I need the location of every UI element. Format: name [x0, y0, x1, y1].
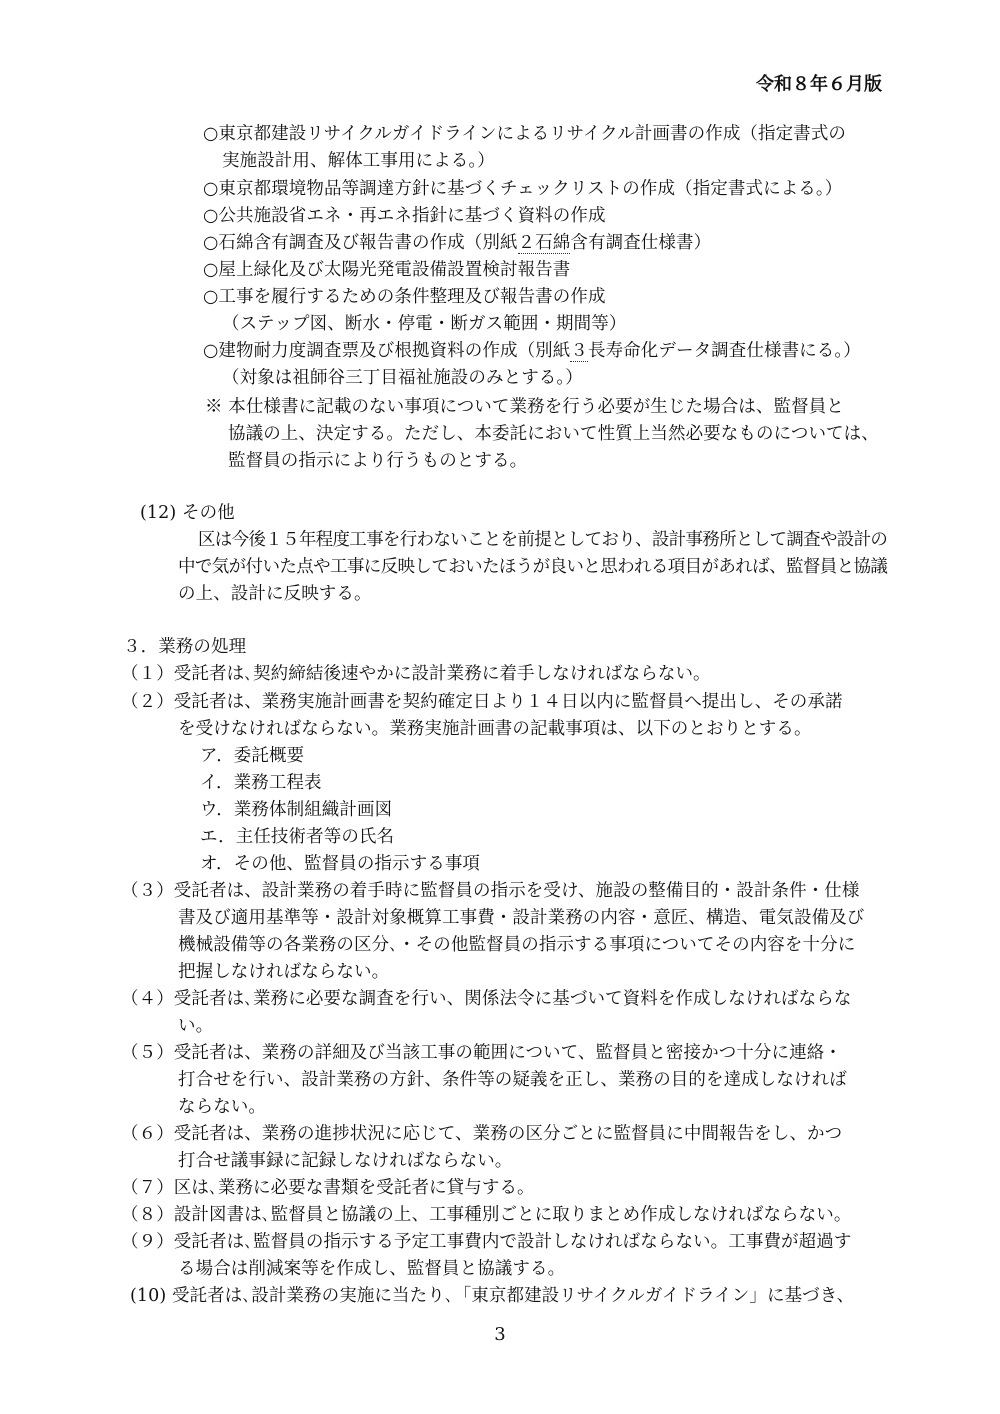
- durability-ref: ３: [570, 341, 588, 361]
- list-item: （８）設計図書は､監督員と協議の上、工事種別ごとに取りまとめ作成しなければならない。: [121, 1205, 852, 1225]
- list-item: （１）受託者は､契約締結後速やかに設計業務に着手しなければならない。: [121, 664, 711, 684]
- deliverable-recycle-plan: ○東京都建設リサイクルガイドラインによるリサイクル計画書の作成（指定書式の: [203, 124, 847, 144]
- other-paragraph-line: の上、設計に反映する。: [178, 584, 372, 604]
- list-item-cont: い。: [178, 1016, 214, 1036]
- sub-item: ア．委託概要: [200, 746, 305, 766]
- edition-label: 令和８年６月版: [756, 74, 882, 95]
- sub-item: オ．その他、監督員の指示する事項: [200, 854, 481, 874]
- deliverable-conditions-detail: （ステップ図、断水・停電・断ガス範囲・期間等）: [222, 314, 627, 334]
- list-item: （４）受託者は､業務に必要な調査を行い、関係法令に基づいて資料を作成しなければならな: [121, 989, 852, 1009]
- sub-item: イ．業務工程表: [200, 773, 322, 793]
- sub-item: エ．主任技術者等の氏名: [200, 827, 395, 847]
- list-item-cont: 書及び適用基準等・設計対象概算工事費・設計業務の内容・意匠、構造、電気設備及び: [178, 908, 865, 928]
- list-item-cont: ならない。: [178, 1097, 266, 1117]
- deliverable-asbestos-report: [203, 230, 711, 256]
- deliverable-conditions-report: ○工事を履行するための条件整理及び報告書の作成: [203, 287, 606, 307]
- page-number: 3: [494, 1324, 506, 1345]
- list-item-cont: る場合は削減案等を作成し、監督員と協議する。: [178, 1259, 566, 1279]
- durability-suffix: 長寿命化データ調査仕様書にる。）: [587, 341, 861, 361]
- asbestos-suffix: 含有調査仕様書）: [570, 233, 712, 253]
- list-item: （３）受託者は、設計業務の着手時に監督員の指示を受け、施設の整備目的・設計条件・仕様: [121, 881, 860, 901]
- list-item: （５）受託者は、業務の詳細及び当該工事の範囲について、監督員と密接かつ十分に連絡・: [121, 1043, 842, 1063]
- note-line: 協議の上、決定する。ただし、本委託において性質上当然必要なものについては、: [228, 424, 879, 444]
- list-item-cont: 機械設備等の各業務の区分､・その他監督員の指示する事項についてその内容を十分に: [178, 935, 856, 955]
- deliverable-green-solar-report: ○屋上緑化及び太陽光発電設備設置検討報告書: [203, 260, 571, 280]
- note-line: 監督員の指示により行うものとする。: [228, 451, 528, 471]
- other-heading: (12) その他: [140, 503, 235, 523]
- list-item: （９）受託者は､監督員の指示する予定工事費内で設計しなければならない。工事費が超過す: [121, 1232, 852, 1252]
- deliverable-durability-survey: [203, 338, 861, 364]
- asbestos-ref: ２石綿: [517, 233, 571, 253]
- asbestos-prefix: ○石綿含有調査及び報告書の作成（別紙: [203, 233, 518, 253]
- other-paragraph-line: 区は今後１５年程度工事を行わないことを前提としており、設計事務所として調査や設計の: [198, 530, 888, 550]
- deliverable-energy-docs: ○公共施設省エネ・再エネ指針に基づく資料の作成: [203, 206, 606, 226]
- list-item-cont: 打合せを行い、設計業務の方針、条件等の疑義を正し、業務の目的を達成しなければ: [178, 1070, 847, 1090]
- list-item: （６）受託者は、業務の進捗状況に応じて、業務の区分ごとに監督員に中間報告をし、かつ: [121, 1124, 843, 1144]
- list-item: （７）区は､業務に必要な書類を受託者に貸与する。: [121, 1178, 535, 1198]
- list-item: (10) 受託者は､設計業務の実施に当たり､「東京都建設リサイクルガイドライン」に基づき、: [130, 1286, 855, 1306]
- list-item-cont: 把握しなければならない。: [178, 962, 390, 982]
- list-item-cont: 打合せ議事録に記録しなければならない。: [178, 1151, 513, 1171]
- sub-item: ウ．業務体制組織計画図: [200, 800, 393, 820]
- note-line: ※ 本仕様書に記載のない事項について業務を行う必要が生じた場合は、監督員と: [205, 397, 844, 417]
- section-3-heading: ３．業務の処理: [123, 637, 247, 657]
- list-item-cont: を受けなければならない。業務実施計画書の記載事項は、以下のとおりとする。: [178, 719, 812, 739]
- durability-prefix: ○建物耐力度調査票及び根拠資料の作成（別紙: [203, 341, 571, 361]
- deliverable-checklist: ○東京都環境物品等調達方針に基づくチェックリストの作成（指定書式による。）: [203, 179, 843, 199]
- deliverable-recycle-plan-cont: 実施設計用、解体工事用による。）: [222, 151, 495, 171]
- list-item: （２）受託者は、業務実施計画書を契約確定日より１４日以内に監督員へ提出し、その承諾: [121, 692, 843, 712]
- deliverable-durability-scope: （対象は祖師谷三丁目福祉施設のみとする。）: [222, 368, 583, 388]
- other-paragraph-line: 中で気が付いた点や工事に反映しておいたほうが良いと思われる項目があれば、監督員と協議: [178, 557, 888, 577]
